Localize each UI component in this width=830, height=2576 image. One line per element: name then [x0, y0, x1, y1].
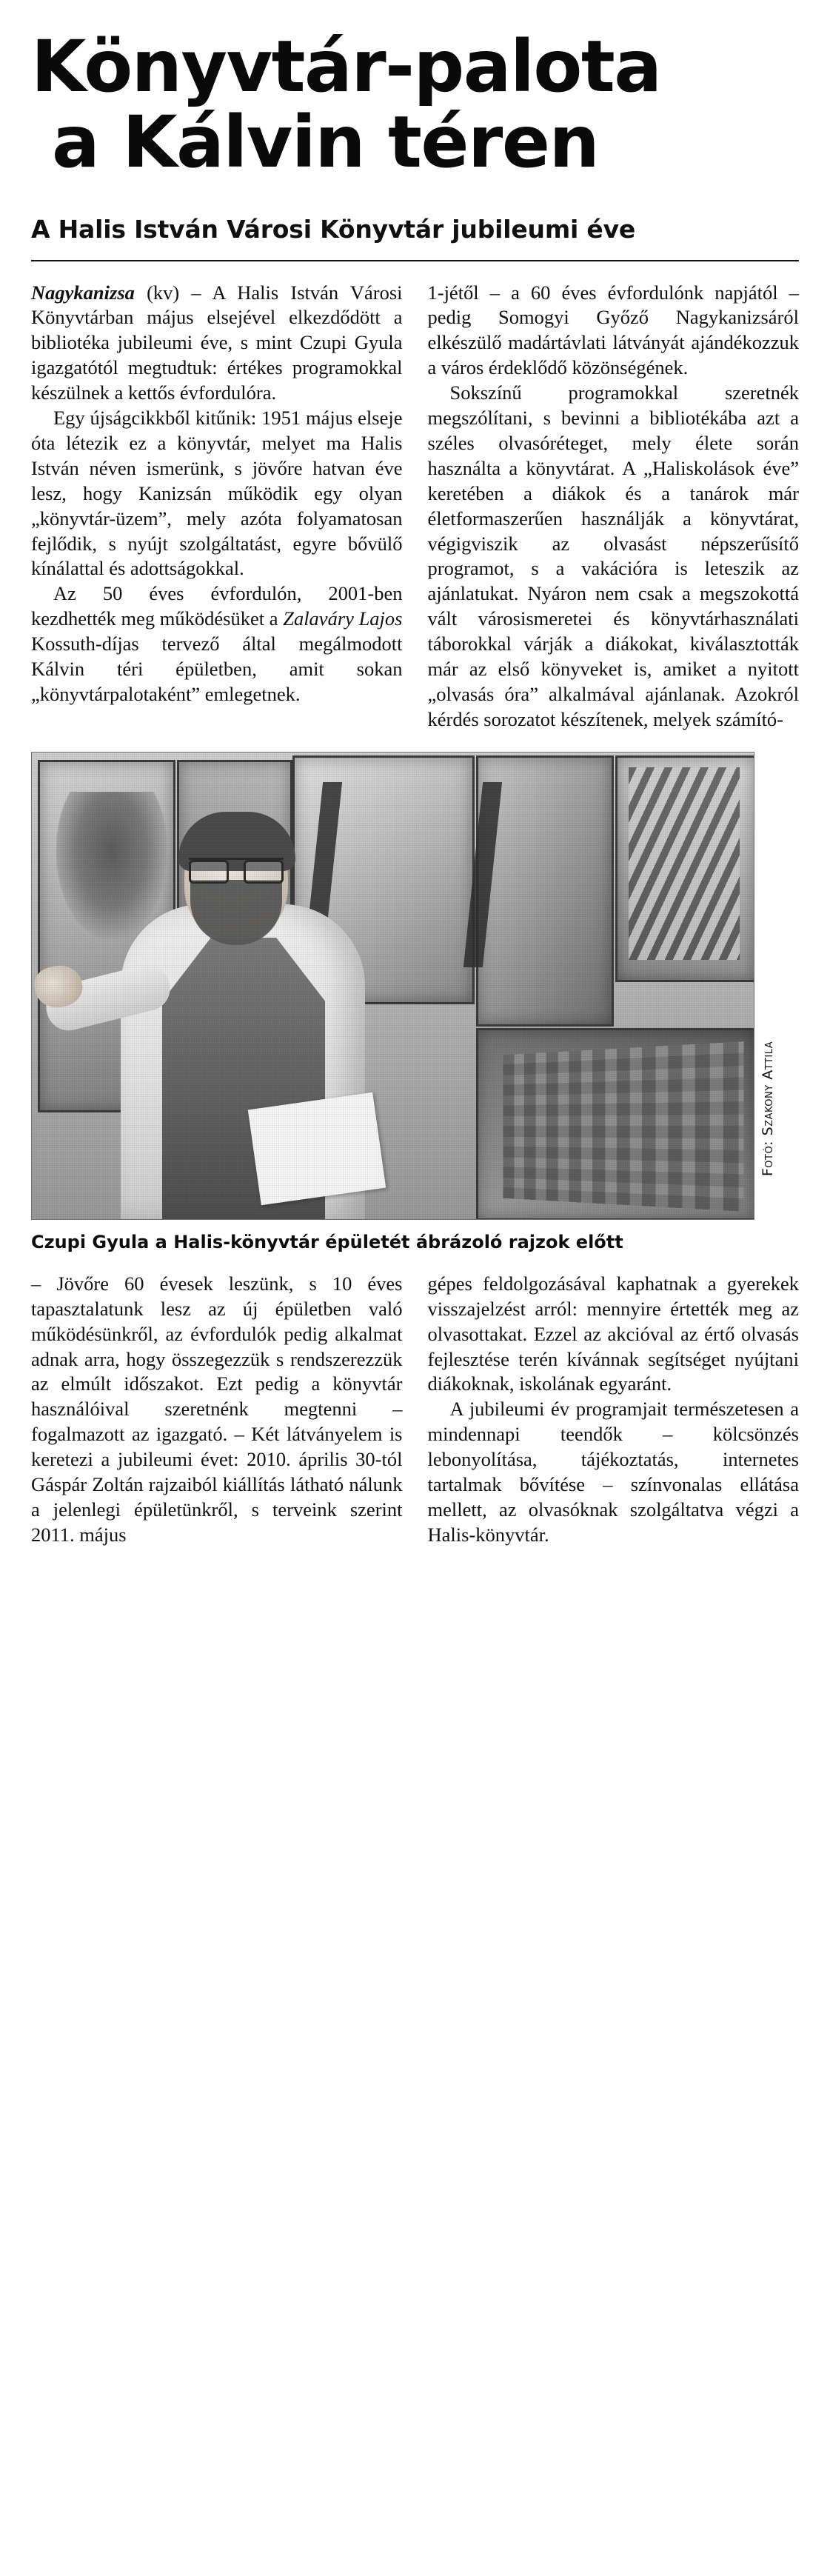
paragraph-building-part1: Az 50 éves évfordulón, 2001-ben kezdhették meg működésüket a: [31, 582, 403, 630]
header-divider: [31, 260, 799, 261]
tree-shape: [56, 792, 167, 940]
top-columns: [31, 281, 799, 733]
headline-line-1: Könyvtár-palota: [31, 25, 661, 108]
newspaper-page: [0, 25, 830, 2576]
photo-credit-text: Fotó: Szakony Attila: [760, 1041, 776, 1176]
photo-wrap: [31, 752, 799, 1220]
paragraph-director-quote: – Jövőre 60 évesek leszünk, s 10 éves tapasztalatunk lesz az új épületben való működésünkről, az évfordulók pedig alkalmat adnak arra, hogy összegezzük s rendszerezzük az elmúlt időszakot. Ezt pedig a könyvtár használóival szeretnénk megtenni – fogalmazott az igazgató. – Két látványelem is keretezi a jubileumi évet: 2010. április 30-tól Gáspár Zoltán rajzaiból kiállítás látható nálunk a jelenlegi épületünkről, s terveink szerint 2011. május: [31, 1272, 403, 1546]
bottom-columns: [31, 1272, 799, 1548]
page-title: [31, 25, 799, 184]
paragraph-programs: Sokszínű programokkal szeretnék megszólítani, s bevinni a bibliotékába azt a széles olvasóréteget, mely élete során használta a könyvtárat. A „Haliskolások éve” keretében a diákok és a tanárok már életformaszerűen használják a könyvtárat, végigviszik az olvasást népszerűsítő programot, s a vakációra is leteszik az ajánlatukat. Nyáron nem csak a megszokottá vált városismeretei és könyvtárhasználati táborokkal várják a diákokat, kiválasztották már az első könyveket is, amiket a nyitott „olvasás óra” alkalmával ajánlanak. Azokról kérdés sorozatot készítenek, melyek számító-: [427, 381, 799, 730]
paragraph-closing: A jubileumi év programjait természetesen a mindennapi teendők – kölcsönzés lebonyolítása, tájékoztatás, internetes tartalmak bővítése – színvonalas ellátása mellett, az olvasóknak szolgáltatva végzi a Halis-könyvtár.: [427, 1398, 799, 1546]
paragraph-building: [31, 581, 403, 707]
building-drawing: [503, 1041, 743, 1212]
article-photo: [31, 752, 754, 1220]
column-left-bottom: [31, 1272, 403, 1548]
paragraph-lead-text: (kv) – A Halis István Városi Könyvtárban május elsejével elkezdődött a bibliotéka jubileumi éve, s mint Czupi Gyula igazgatótól megtudtuk: értékes programokkal készülnek a kettős évfordulóra.: [31, 281, 403, 404]
column-right-bottom: [428, 1272, 800, 1548]
photo-credit: [754, 752, 797, 1220]
architect-name: Zalaváry Lajos: [283, 607, 403, 630]
paragraph-building-part2: Kossuth-díjas tervező által megálmodott Kálvin téri épületben, amit sokan „könyvtárpalotaként” emlegetnek.: [31, 633, 403, 705]
column-right-top: [428, 281, 800, 733]
headline-line-2: a Kálvin téren: [52, 100, 599, 184]
paragraph-reading-program: gépes feldolgozásával kaphatnak a gyerekek visszajelzést arról: mennyire értették meg az olvasottakat. Ezzel az akcióval az értő olvasás fejlesztése terén kívánnak segítséget nyújtani diákoknak, iskolának egyaránt.: [427, 1272, 799, 1395]
subheadline: A Halis István Városi Könyvtár jubileumi éve: [31, 214, 636, 244]
dateline-city: Nagykanizsa: [31, 281, 135, 304]
column-left-top: [31, 281, 403, 733]
photo-block: [31, 752, 799, 1252]
paragraph-history: Egy újságcikkből kitűnik: 1951 május elseje óta létezik ez a könyvtár, melyet ma Halis István néven ismerünk, s jövőre hatvan éve lesz, hogy Kanizsán működik egy olyan „könyvtár-üzem”, mely azóta folyamatosan fejlődik, s nyújt szolgáltatást, egyre bővülő kínálattal és adottságokkal.: [31, 407, 403, 580]
held-paper: [248, 1092, 386, 1205]
paragraph-lead: [31, 281, 403, 407]
photo-caption: Czupi Gyula a Halis-könyvtár épületét ábrázoló rajzok előtt: [31, 1231, 623, 1252]
hatching-drawing: [629, 767, 740, 960]
paragraph-anniversary-gift: 1-jétől – a 60 éves évfordulónk napjától – pedig Somogyi Győző Nagykanizsáról elkészülő madártávlati látványát ajándékozzuk a város érdeklődő közönségének.: [427, 281, 799, 379]
glasses-icon: [189, 858, 284, 879]
